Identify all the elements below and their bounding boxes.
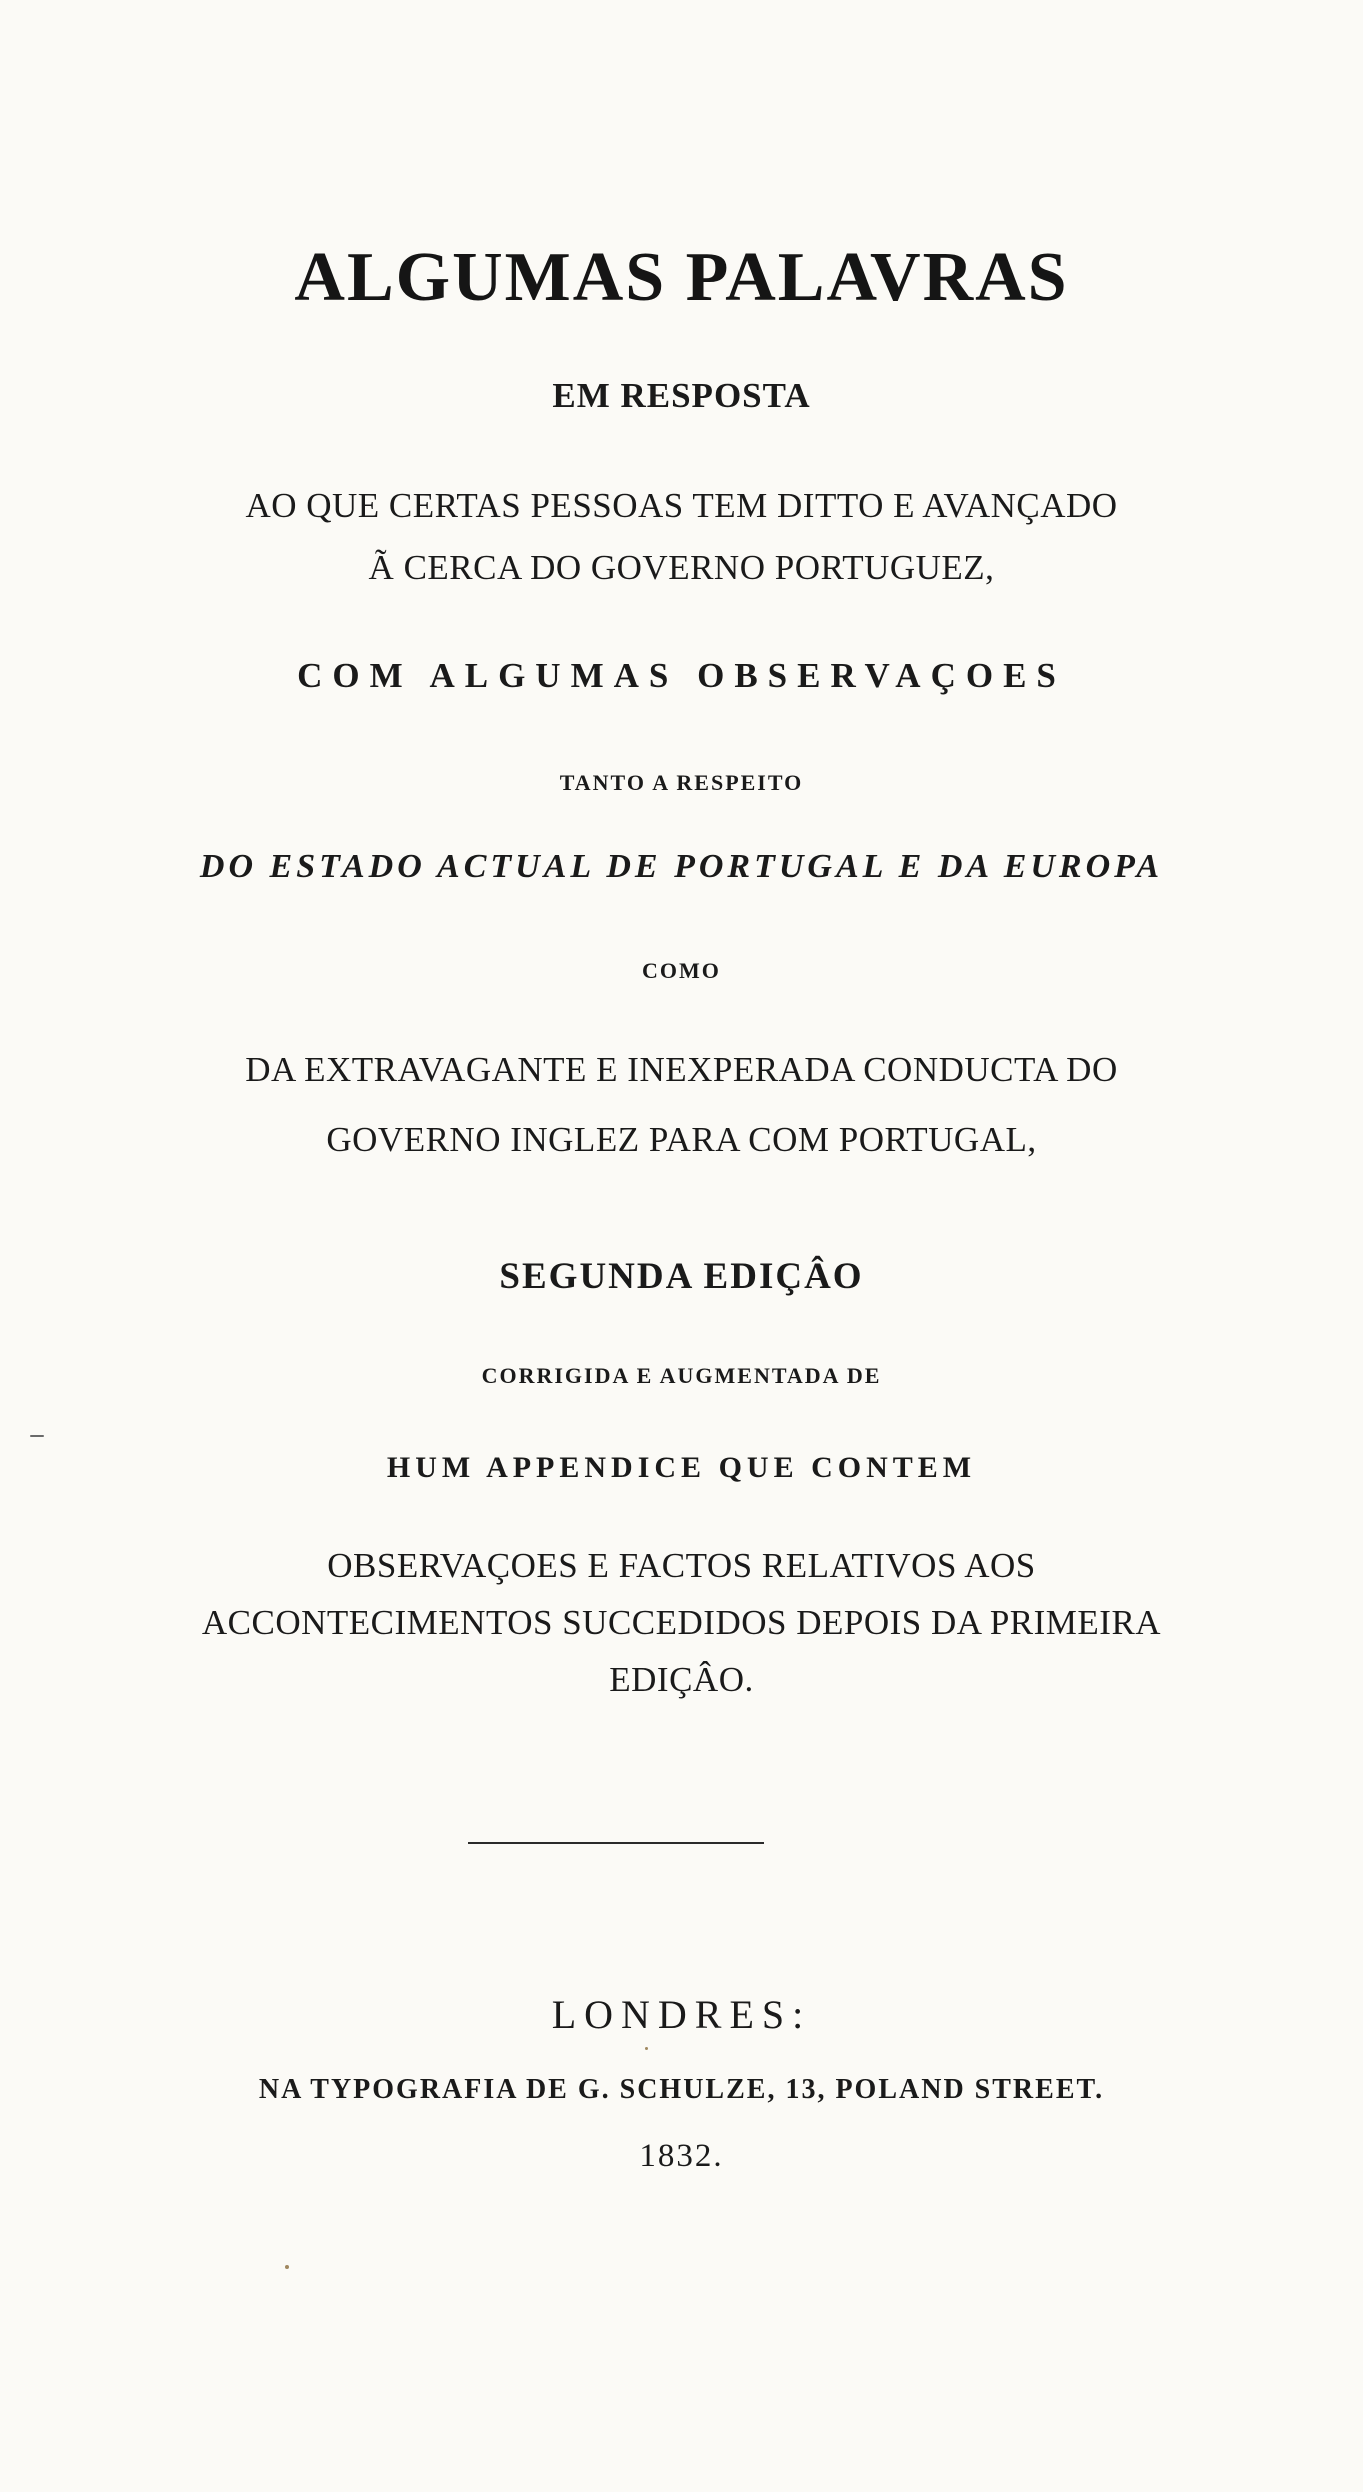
subtitle: EM RESPOSTA <box>552 376 811 415</box>
line-corrigida: CORRIGIDA E AUGMENTADA DE <box>481 1363 882 1388</box>
line-estado: DO ESTADO ACTUAL DE PORTUGAL E DA EUROPA <box>199 848 1164 885</box>
line-ao-que: AO QUE CERTAS PESSOAS TEM DITTO E AVANÇADO <box>245 486 1118 525</box>
line-extravagante: DA EXTRAVAGANTE E INEXPERADA CONDUCTA DO <box>245 1050 1118 1089</box>
line-com-algumas: COM ALGUMAS OBSERVAÇOES <box>297 656 1066 695</box>
edition-statement: SEGUNDA EDIÇÂO <box>499 1256 864 1297</box>
divider-rule <box>468 1842 764 1844</box>
paper-speck <box>645 2047 648 2050</box>
line-observacoes: OBSERVAÇOES E FACTOS RELATIVOS AOS <box>327 1546 1036 1585</box>
imprint-printer: NA TYPOGRAFIA DE G. SCHULZE, 13, POLAND STREET. <box>258 2074 1105 2105</box>
line-governo-inglez: GOVERNO INGLEZ PARA COM PORTUGAL, <box>326 1120 1037 1159</box>
line-hum-appendice: HUM APPENDICE QUE CONTEM <box>386 1451 977 1484</box>
line-como: COMO <box>642 958 721 983</box>
book-title: ALGUMAS PALAVRAS <box>294 239 1069 316</box>
line-a-cerca: Ã CERCA DO GOVERNO PORTUGUEZ, <box>368 548 995 587</box>
paper-speck <box>30 1435 44 1437</box>
imprint-year: 1832. <box>639 2138 724 2174</box>
line-accontecimentos: ACCONTECIMENTOS SUCCEDIDOS DEPOIS DA PRIMEIRA <box>201 1603 1162 1642</box>
paper-speck <box>285 2265 289 2269</box>
line-tanto: TANTO A RESPEITO <box>559 770 804 795</box>
imprint-city: LONDRES: <box>551 1992 812 2037</box>
line-edicao: EDIÇÂO. <box>609 1660 754 1699</box>
